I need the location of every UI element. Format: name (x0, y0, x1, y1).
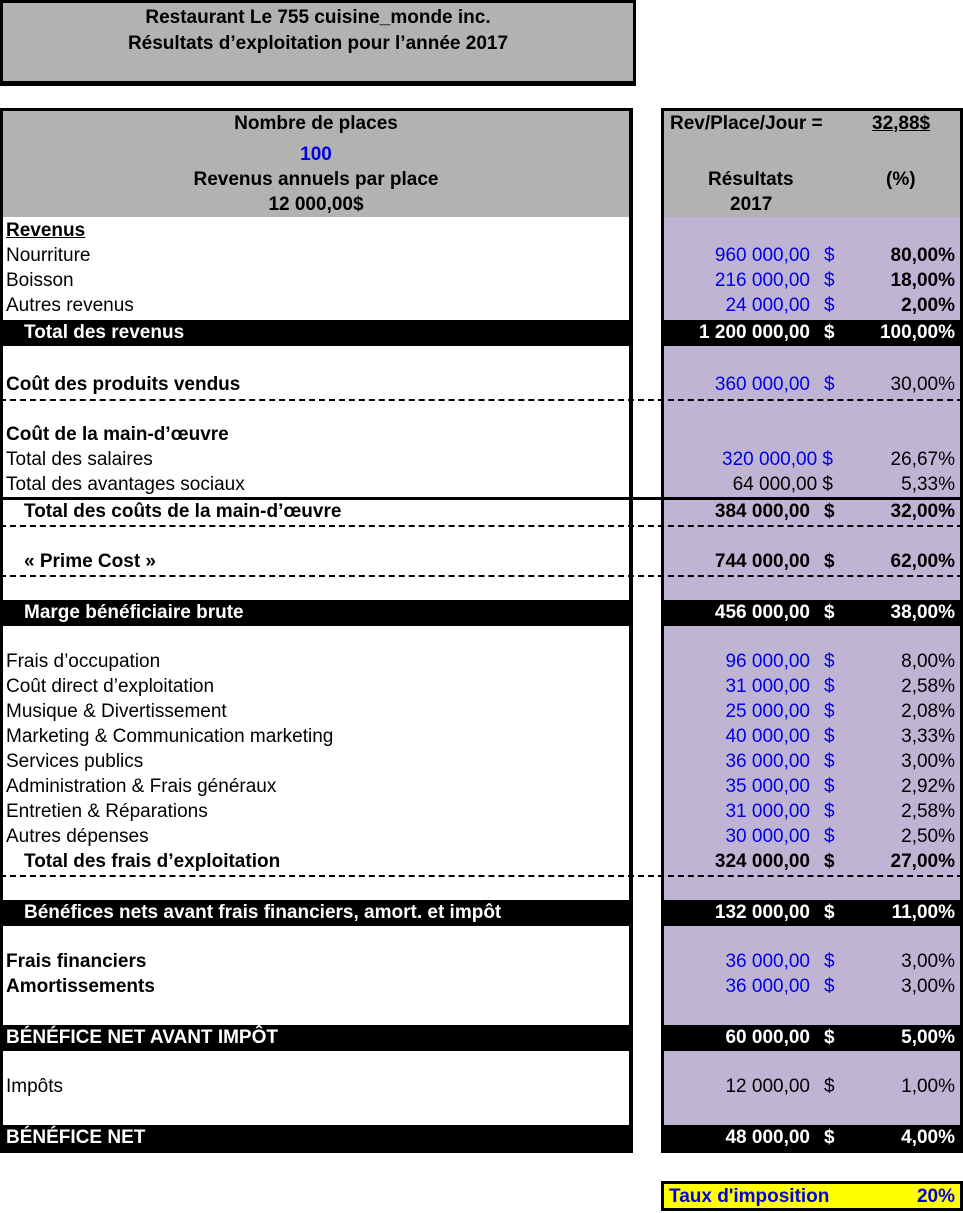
table-row (0, 751, 963, 776)
revenus-heading: Revenus (6, 220, 86, 241)
seats-value[interactable]: 100 (300, 144, 332, 165)
annual-rev-value: 12 000,00$ (268, 194, 364, 215)
row-label: Total des coûts de la main-d’œuvre (24, 501, 342, 522)
benefice-net-values (0, 1127, 963, 1152)
total-revenus-values (0, 322, 963, 347)
row-pct: 27,00% (890, 851, 955, 872)
row-label: Frais financiers (6, 951, 147, 972)
dashed-divider (0, 399, 963, 401)
row-dollar: $ (824, 776, 835, 797)
revenus-section (0, 220, 963, 245)
row-label: Frais d’occupation (6, 651, 161, 672)
table-row (0, 270, 963, 295)
row-label: Entretien & Réparations (6, 801, 208, 822)
row-pct: 30,00% (890, 374, 955, 395)
results-year: 2017 (730, 194, 773, 215)
right-header (664, 111, 960, 217)
row-dollar: $ (824, 374, 835, 395)
row-pct: 62,00% (890, 551, 955, 572)
row-label: Administration & Frais généraux (6, 776, 277, 797)
table-row (0, 976, 963, 1001)
seats-label: Nombre de places (234, 113, 398, 134)
dashed-divider (0, 875, 963, 877)
row-pct: 5,00% (901, 1027, 955, 1048)
tax-rate-box (661, 1181, 963, 1211)
row-label: BÉNÉFICE NET (6, 1127, 146, 1148)
row-label: Marketing & Communication marketing (6, 726, 334, 747)
row-dollar: $ (824, 270, 835, 291)
row-amount: 132 000,00 (714, 902, 810, 923)
table-row (0, 951, 963, 976)
table-row (0, 474, 963, 499)
pct-label: (%) (886, 169, 916, 190)
row-pct: 3,00% (901, 751, 955, 772)
table-row (0, 374, 963, 399)
marge-brute-values (0, 602, 963, 627)
row-pct: 3,00% (901, 976, 955, 997)
row-label: Bénéfices nets avant frais financiers, amort. et impôt (24, 902, 502, 923)
row-label: « Prime Cost » (24, 551, 156, 572)
dashed-divider (0, 575, 963, 577)
row-pct: 11,00% (891, 902, 955, 923)
row-label: BÉNÉFICE NET AVANT IMPÔT (6, 1027, 278, 1048)
row-pct: 4,00% (901, 1127, 955, 1148)
row-pct: 26,67% (890, 449, 955, 470)
table-row (0, 449, 963, 474)
results-label: Résultats (708, 169, 794, 190)
row-amount[interactable]: 30 000,00 (725, 826, 810, 847)
row-pct: 100,00% (879, 322, 955, 343)
row-amount[interactable]: 36 000,00 (725, 951, 810, 972)
table-row (0, 551, 963, 576)
row-pct: 38,00% (890, 602, 955, 623)
row-dollar: $ (824, 676, 835, 697)
table-row (0, 651, 963, 676)
row-pct: 2,58% (901, 801, 955, 822)
row-dollar: $ (824, 751, 835, 772)
table-row (0, 295, 963, 320)
row-amount[interactable]: 31 000,00 (725, 801, 810, 822)
rev-place-label: Rev/Place/Jour = (670, 113, 823, 134)
row-label: Coût des produits vendus (6, 374, 241, 395)
row-amount: 744 000,00 (714, 551, 810, 572)
table-row (0, 245, 963, 270)
tax-rate-label: Taux d'imposition (669, 1186, 830, 1207)
row-dollar: $ (824, 902, 835, 923)
table-row (0, 826, 963, 851)
row-pct: 2,08% (901, 701, 955, 722)
row-label: Coût direct d’exploitation (6, 676, 215, 697)
row-amount[interactable]: 40 000,00 (725, 726, 810, 747)
row-amount: 12 000,00 (725, 1076, 810, 1097)
row-amount[interactable]: 216 000,00 (714, 270, 810, 291)
row-pct: 8,00% (901, 651, 955, 672)
row-dollar: $ (824, 501, 835, 522)
row-pct: 2,58% (901, 676, 955, 697)
row-dollar: $ (824, 1076, 835, 1097)
table-row (0, 676, 963, 701)
left-header (3, 111, 629, 217)
row-dollar: $ (824, 245, 835, 266)
rev-place-value: 32,88$ (872, 113, 931, 134)
dashed-divider (0, 525, 963, 527)
row-dollar: $ (824, 551, 835, 572)
row-dollar: $ (824, 1027, 835, 1048)
row-label: Boisson (6, 270, 74, 291)
row-dollar: $ (824, 295, 835, 316)
row-label: Total des revenus (24, 322, 185, 343)
row-dollar: $ (824, 726, 835, 747)
row-dollar: $ (824, 826, 835, 847)
table-row (0, 1076, 963, 1101)
row-amount[interactable]: 320 000,00 $ (722, 449, 833, 470)
row-dollar: $ (824, 602, 835, 623)
row-dollar: $ (824, 801, 835, 822)
row-amount: 324 000,00 (714, 851, 810, 872)
row-label: Amortissements (6, 976, 155, 997)
row-amount[interactable]: 25 000,00 (725, 701, 810, 722)
row-pct: 5,33% (901, 474, 955, 495)
row-pct: 80,00% (890, 245, 955, 266)
row-pct: 2,50% (901, 826, 955, 847)
row-dollar: $ (824, 851, 835, 872)
row-amount[interactable]: 360 000,00 (714, 374, 810, 395)
row-amount[interactable]: 960 000,00 (714, 245, 810, 266)
row-label: Total des avantages sociaux (6, 474, 245, 495)
row-amount: 64 000,00 $ (732, 474, 833, 495)
row-amount[interactable]: 24 000,00 (725, 295, 810, 316)
row-amount[interactable]: 36 000,00 (725, 751, 810, 772)
benefices-avant-values (0, 902, 963, 927)
row-pct: 2,00% (901, 295, 955, 316)
report-subtitle: Résultats d’exploitation pour l’année 2017 (127, 33, 509, 54)
row-dollar: $ (824, 651, 835, 672)
table-row (0, 501, 963, 526)
row-amount: 456 000,00 (714, 602, 810, 623)
row-amount[interactable]: 96 000,00 (725, 651, 810, 672)
row-label: Total des salaires (6, 449, 153, 470)
benefice-avant-impot-values (0, 1027, 963, 1052)
row-dollar: $ (824, 322, 835, 343)
table-row (0, 776, 963, 801)
row-pct: 2,92% (901, 776, 955, 797)
row-dollar: $ (824, 701, 835, 722)
row-amount: 48 000,00 (725, 1127, 810, 1148)
table-row (0, 851, 963, 876)
table-row (0, 701, 963, 726)
report-title-box (0, 0, 636, 86)
row-pct: 3,33% (901, 726, 955, 747)
row-amount[interactable]: 36 000,00 (725, 976, 810, 997)
table-row (0, 726, 963, 751)
row-label: Impôts (6, 1076, 64, 1097)
main-oeuvre-heading: Coût de la main-d’œuvre (6, 424, 229, 445)
row-pct: 32,00% (890, 501, 955, 522)
row-pct: 3,00% (901, 951, 955, 972)
row-label: Total des frais d’exploitation (24, 851, 281, 872)
row-dollar: $ (824, 976, 835, 997)
report-title: Restaurant Le 755 cuisine_monde inc. (145, 7, 491, 28)
row-label: Nourriture (6, 245, 91, 266)
row-label: Musique & Divertissement (6, 701, 227, 722)
row-pct: 18,00% (890, 270, 955, 291)
row-dollar: $ (824, 951, 835, 972)
row-label: Autres dépenses (6, 826, 149, 847)
row-pct: 1,00% (901, 1076, 955, 1097)
row-amount: 1 200 000,00 (699, 322, 810, 343)
row-amount: 384 000,00 (714, 501, 810, 522)
row-label: Marge bénéficiaire brute (24, 602, 244, 623)
row-dollar: $ (824, 1127, 835, 1148)
row-amount[interactable]: 35 000,00 (725, 776, 810, 797)
row-amount[interactable]: 31 000,00 (725, 676, 810, 697)
row-label: Services publics (6, 751, 144, 772)
annual-rev-label: Revenus annuels par place (193, 169, 439, 190)
solid-divider (0, 497, 963, 500)
row-amount: 60 000,00 (725, 1027, 810, 1048)
table-row (0, 801, 963, 826)
main-oeuvre-section (0, 424, 963, 449)
tax-rate-value[interactable]: 20% (916, 1186, 955, 1207)
row-label: Autres revenus (6, 295, 134, 316)
